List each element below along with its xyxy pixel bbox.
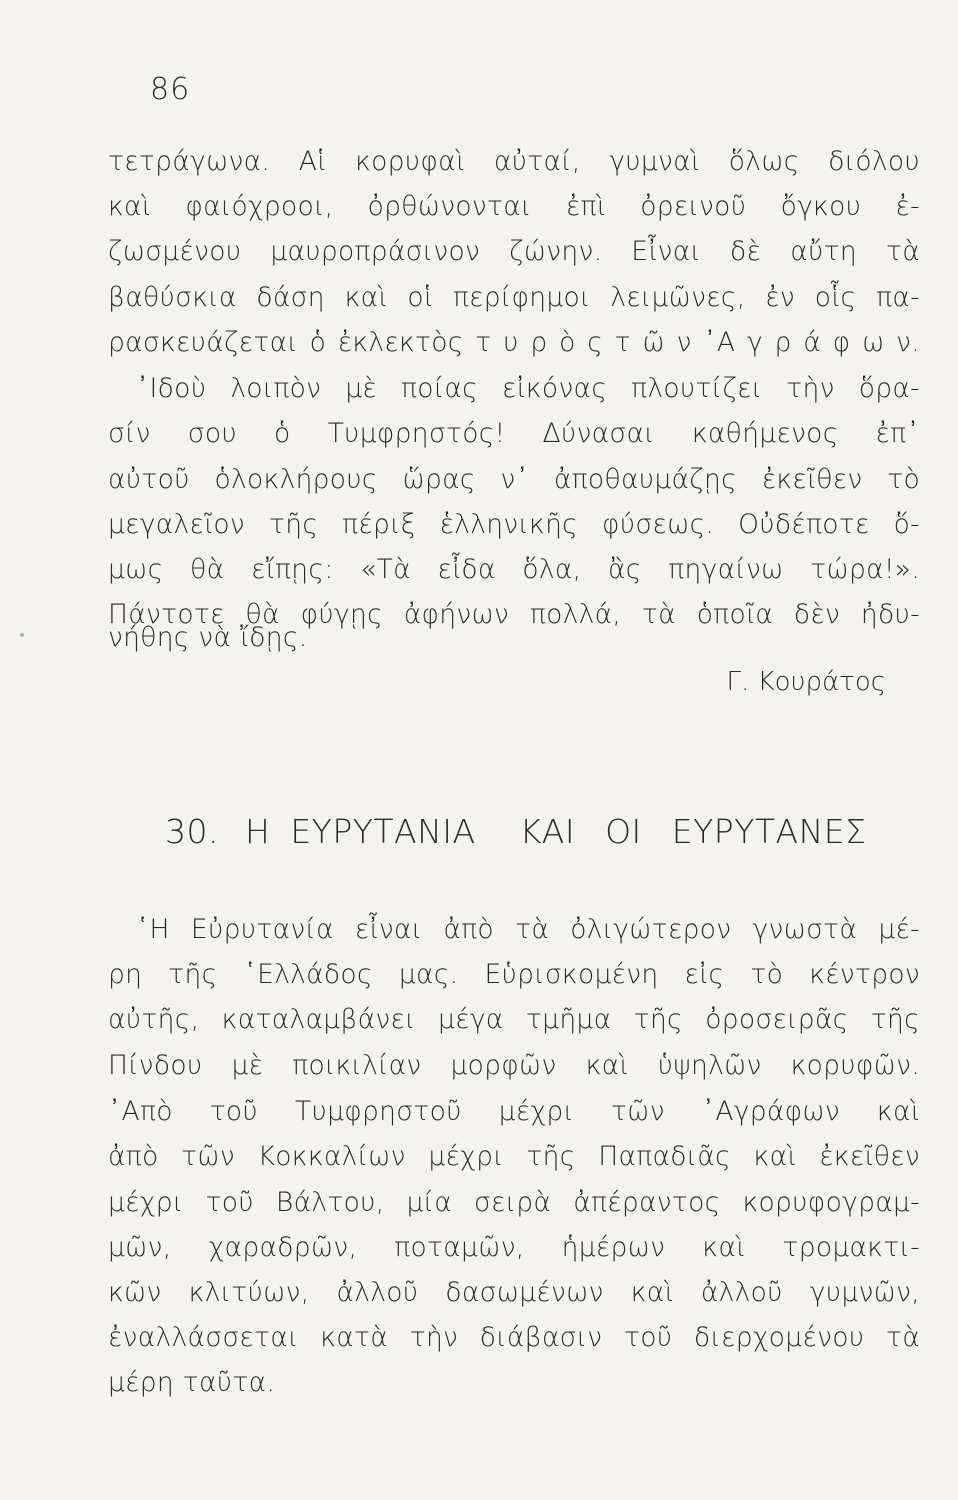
- text-line: ἀπὸ τῶν Κοκκαλίων μέχρι τῆς Παπαδιᾶς καὶ ἐκεῖθεν: [108, 1141, 920, 1172]
- text-line: Πάντοτε θὰ φύγῃς ἀφήνων πολλά, τὰ ὁποῖα δὲν ἠδυ-: [108, 599, 920, 630]
- author-signature: Γ. Κουράτος: [726, 667, 886, 697]
- text-line: νήθης νὰ ἴδῃς.: [108, 622, 308, 653]
- text-line: κῶν κλιτύων, ἀλλοῦ δασωμένων καὶ ἀλλοῦ γυμνῶν,: [108, 1277, 920, 1308]
- text-line: μέχρι τοῦ Βάλτου, μία σειρὰ ἀπέραντος κορυφογραμ-: [108, 1187, 920, 1218]
- heading-word: ΕΥΡΥΤΑΝΙΑ: [290, 812, 476, 851]
- text-line: καὶ φαιόχροοι, ὀρθώνονται ἐπὶ ὀρεινοῦ ὄγκου ἐ-: [108, 191, 920, 222]
- text-line: μως θὰ εἴπῃς: «Τὰ εἶδα ὅλα, ἂς πηγαίνω τώρα!».: [108, 554, 920, 585]
- heading-word: ΚΑΙ: [519, 812, 576, 851]
- text-line: ῾Η Εὐρυτανία εἶναι ἀπὸ τὰ ὀλιγώτερον γνωστὰ μέ-: [136, 914, 920, 945]
- heading-word: Η: [244, 812, 271, 851]
- page-number: 86: [150, 72, 191, 107]
- text-line: ἐναλλάσσεται κατὰ τὴν διάβασιν τοῦ διερχομένου τὰ: [108, 1322, 920, 1353]
- heading-word: ΕΥΡΥΤΑΝΕΣ: [671, 812, 867, 851]
- text-line: μῶν, χαραδρῶν, ποταμῶν, ἡμέρων καὶ τρομακτι-: [108, 1232, 920, 1263]
- text-line: μέρη ταῦτα.: [108, 1367, 276, 1398]
- text-line: ᾿Απὸ τοῦ Τυμφρηστοῦ μέχρι τῶν ᾿Αγράφων καὶ: [108, 1096, 920, 1127]
- section-heading: [165, 812, 866, 852]
- text-line: μεγαλεῖον τῆς πέριξ ἑλληνικῆς φύσεως. Οὐδέποτε ὅ-: [108, 509, 920, 540]
- text-line: ζωσμένου μαυροπράσινον ζώνην. Εἶναι δὲ αὔτη τὰ: [108, 236, 920, 267]
- text-line: ᾿Ιδοὺ λοιπὸν μὲ ποίας εἰκόνας πλουτίζει τὴν ὅρα-: [136, 373, 920, 404]
- text-line: αὐτῆς, καταλαμβάνει μέγα τμῆμα τῆς ὀροσειρᾶς τῆς: [108, 1004, 920, 1035]
- text-line: ρασκευάζεται ὁ ἐκλεκτὸς τ υ ρ ὸ ς τ ῶ ν ᾿Α γ ρ ά φ ω ν.: [108, 327, 920, 358]
- text-line: Πίνδου μὲ ποικιλίαν μορφῶν καὶ ὑψηλῶν κορυφῶν.: [108, 1050, 920, 1081]
- heading-word: ΟΙ: [605, 812, 642, 851]
- section-number: 30.: [165, 812, 219, 851]
- text-line: αὐτοῦ ὁλοκλήρους ὥρας ν᾿ ἀποθαυμάζῃς ἐκεῖθεν τὸ: [108, 464, 920, 495]
- text-line: βαθύσκια δάση καὶ οἱ περίφημοι λειμῶνες, ἐν οἷς πα-: [108, 282, 920, 313]
- scan-speck: [20, 633, 24, 637]
- text-line: τετράγωνα. Αἱ κορυφαὶ αὐταί, γυμναὶ ὅλως διόλου: [108, 146, 920, 177]
- text-line: σίν σου ὁ Τυμφρηστός! Δύνασαι καθήμενος ἐπ᾿: [108, 418, 920, 449]
- text-line: ρη τῆς ῾Ελλάδος μας. Εὑρισκομένη εἰς τὸ κέντρον: [108, 959, 920, 990]
